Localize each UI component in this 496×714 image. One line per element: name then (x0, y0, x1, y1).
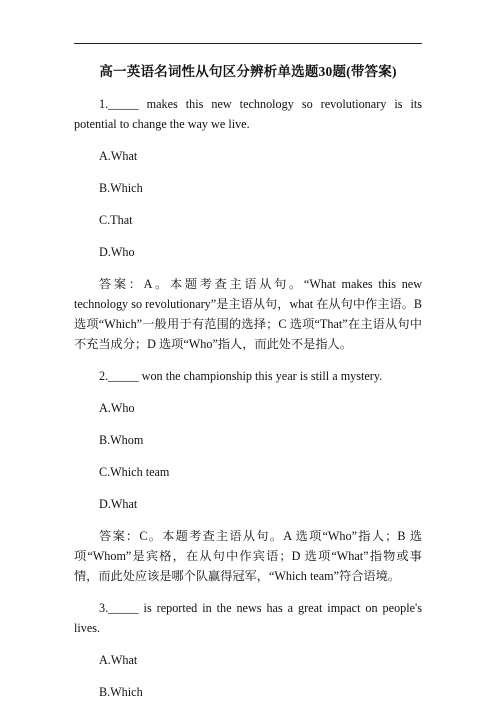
header-rule (74, 43, 422, 44)
option-a: A.Who (99, 401, 135, 415)
option-d: D.Who (99, 245, 135, 259)
option-a: A.What (99, 653, 138, 667)
question-stem: 3._____ is reported in the news has a great impact on people's lives. (74, 601, 422, 635)
option-b: B.Whom (99, 433, 144, 447)
answer-explanation: 答案：C。本题考查主语从句。A 选项“Who”指人；B 选项“Whom”是宾格，在从句中作宾语；D 选项“What”指物或事情，而此处应该是哪个队赢得冠军，“Which team”符合语境。 (74, 529, 422, 583)
option-c: C.Which team (99, 465, 170, 479)
question-stem: 1._____ makes this new technology so revolutionary is its potential to change the way we live. (74, 97, 422, 131)
option-d: D.What (99, 497, 138, 511)
answer-explanation: 答案：A。本题考查主语从句。“What makes this new technology so revolutionary”是主语从句，what 在从句中作主语。B 选项“Which”一般用于有范围的选择；C 选项“That”在主语从句中不充当成分；D 选项“Who”指人，而此处不是指人。 (74, 277, 422, 351)
option-a: A.What (99, 149, 138, 163)
question-3 (74, 598, 422, 702)
option-b: B.Which (99, 685, 143, 699)
document-body (74, 62, 422, 714)
question-stem: 2._____ won the championship this year is still a mystery. (99, 369, 383, 383)
question-1 (74, 94, 422, 354)
question-2 (74, 366, 422, 586)
option-b: B.Which (99, 181, 143, 195)
option-c: C.That (99, 213, 133, 227)
document-title: 高一英语名词性从句区分辨析单选题30题(带答案) (99, 64, 397, 79)
